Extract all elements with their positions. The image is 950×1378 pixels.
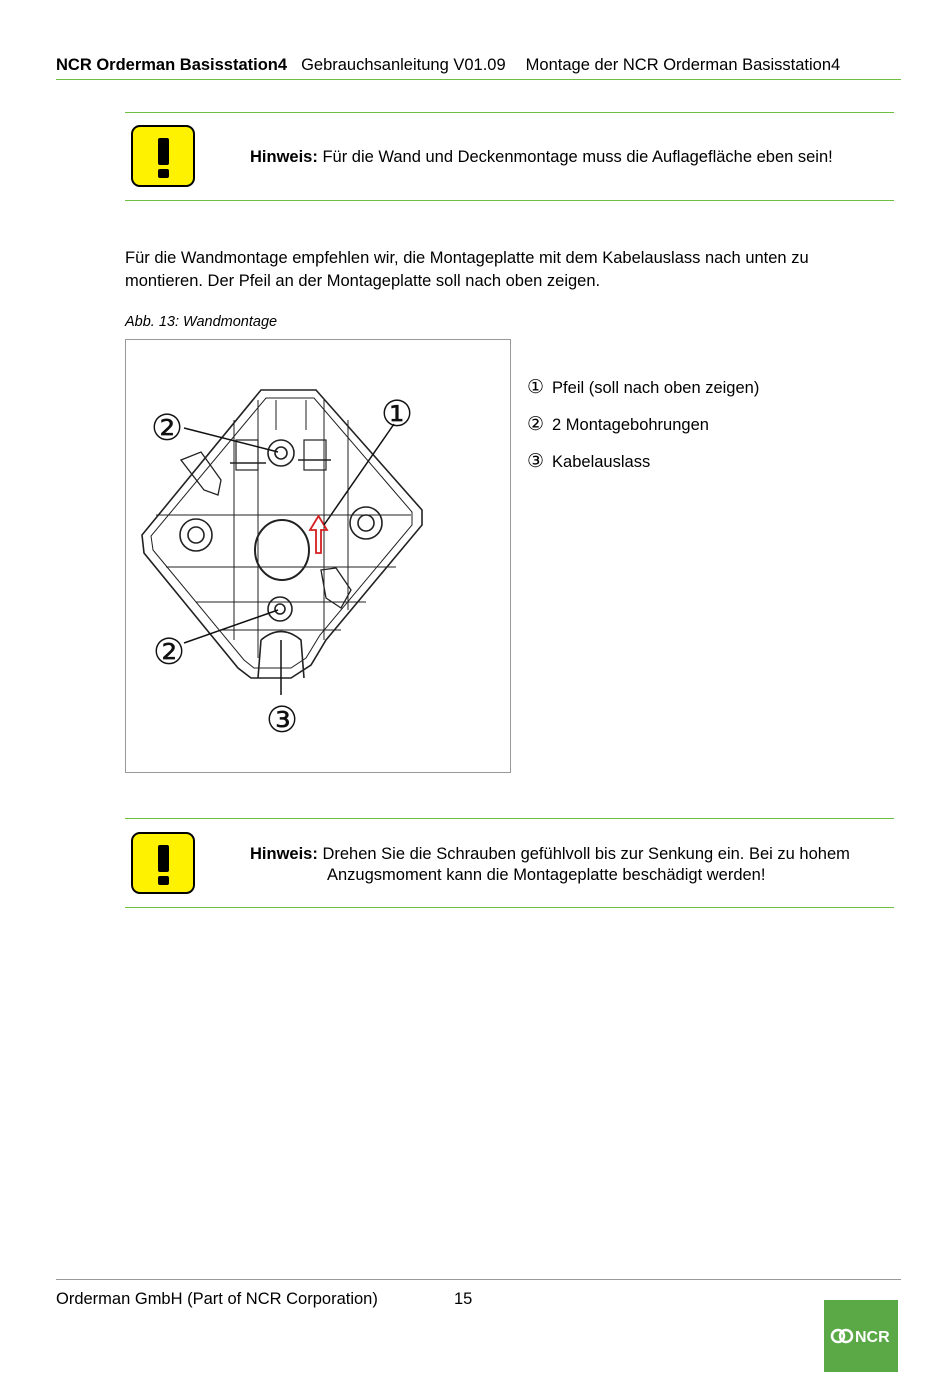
note1-text: Für die Wand und Deckenmontage muss die Auflagefläche eben sein! [322,148,833,166]
header-section: Montage der NCR Orderman Basisstation4 [525,56,841,74]
callout-3: ③ [265,700,299,741]
note2-label: Hinweis: [250,845,318,863]
page-number: 15 [454,1290,473,1308]
note1-top-rule [125,112,894,113]
warning-icon [131,832,195,894]
header-doc: Gebrauchsanleitung V01.09 [301,56,506,74]
ncr-logo-text: NCR [855,1329,890,1346]
callout-1: ① [380,394,414,435]
legend-num: ③ [527,451,545,472]
note2-line1: Drehen Sie die Schrauben gefühlvoll bis zur Senkung ein. Bei zu hohem [322,845,850,863]
header-product: NCR Orderman Basisstation4 [56,56,288,74]
note1 [250,147,833,168]
body-paragraph: Für die Wandmontage empfehlen wir, die Montageplatte mit dem Kabelauslass nach unten zu montieren. Der Pfeil an der Montageplatte soll nach oben zeigen. [125,249,809,290]
note2-top-rule [125,818,894,819]
note2-line2: Anzugsmoment kann die Montageplatte beschädigt werden! [327,866,766,884]
footer-company: Orderman GmbH (Part of NCR Corporation) [56,1290,378,1308]
footer-divider [56,1279,901,1280]
callout-2-top: ② [150,408,184,449]
legend-item [527,450,650,473]
note2 [250,844,850,865]
ncr-logo [824,1300,898,1372]
callout-2-bottom: ② [152,632,186,673]
note1-label: Hinweis: [250,148,318,166]
legend-text: Pfeil (soll nach oben zeigen) [552,379,760,397]
legend-item [527,376,759,399]
note2-bottom-rule [125,907,894,908]
header-divider [56,79,901,80]
warning-icon [131,125,195,187]
legend-num: ② [527,414,545,435]
legend-num: ① [527,377,545,398]
mounting-plate-drawing [126,340,512,774]
note1-bottom-rule [125,200,894,201]
legend-item [527,413,709,436]
mounting-plate-figure [125,339,511,773]
running-header [56,56,900,78]
figure-caption: Abb. 13: Wandmontage [125,314,278,330]
legend-text: Kabelauslass [552,453,651,471]
legend-text: 2 Montagebohrungen [552,416,709,434]
